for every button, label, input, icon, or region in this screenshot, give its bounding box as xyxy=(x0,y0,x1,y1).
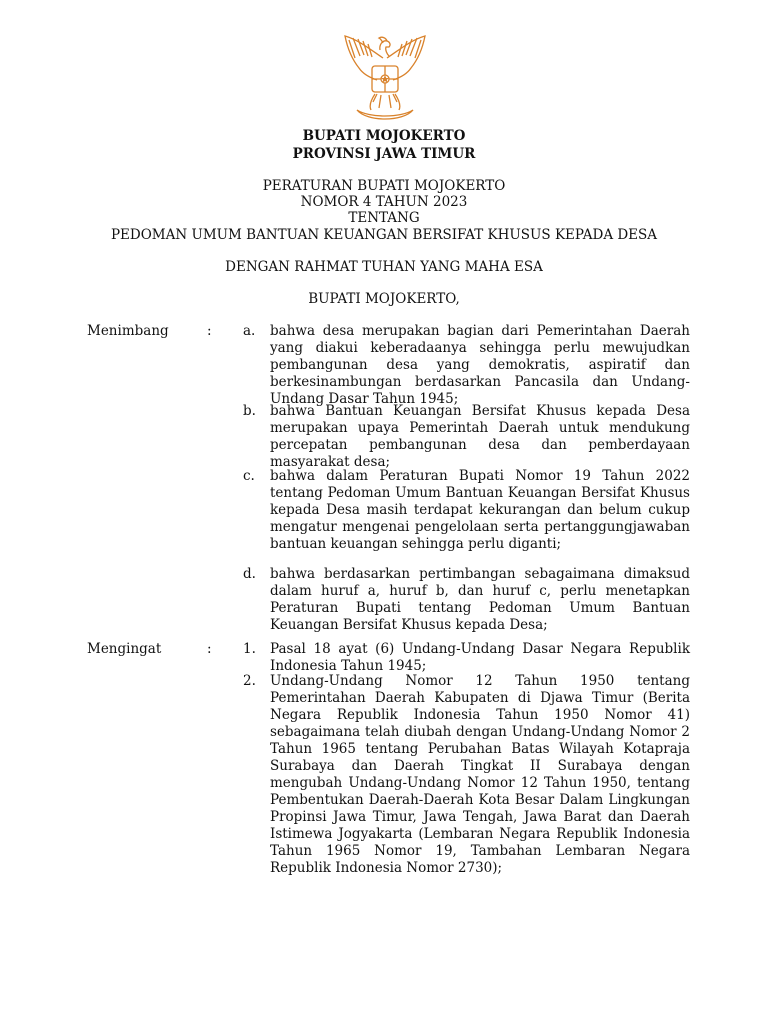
mengingat-marker-2: 2. xyxy=(243,673,256,689)
menimbang-marker-c: c. xyxy=(243,468,255,484)
menimbang-text-c: bahwa dalam Peraturan Bupati Nomor 19 Tahun 2022 tentang Pedoman Umum Bantuan Keuangan Bersifat Khusus kepada Desa masih terdapat kekurangan dan belum cukup mengatur mengenai pengelolaan serta pertanggungjawaban bantuan keuangan sehingga perlu diganti; xyxy=(270,468,690,552)
blessing: DENGAN RAHMAT TUHAN YANG MAHA ESA xyxy=(225,259,543,275)
mengingat-item-1 xyxy=(243,641,690,675)
menimbang-text-a: bahwa desa merupakan bagian dari Pemerintahan Daerah yang diakui keberadaanya sehingga perlu mewujudkan pembangunan desa yang demokratis, aspiratif dan berkesinambungan berdasarkan Pancasila dan Undang-Undang Dasar Tahun 1945; xyxy=(270,323,690,407)
menimbang-colon: : xyxy=(207,323,212,339)
title-line-3: TENTANG xyxy=(348,210,420,226)
garuda-pancasila-emblem xyxy=(333,28,437,124)
title-line-2: NOMOR 4 TAHUN 2023 xyxy=(300,194,468,210)
menimbang-item-a xyxy=(243,323,690,408)
menimbang-marker-a: a. xyxy=(243,323,256,339)
header-line-1: BUPATI MOJOKERTO xyxy=(302,128,466,144)
menimbang-marker-d: d. xyxy=(243,566,256,582)
menimbang-marker-b: b. xyxy=(243,403,256,419)
mengingat-label: Mengingat xyxy=(87,641,162,657)
mengingat-item-2 xyxy=(243,673,690,877)
header-line-2: PROVINSI JAWA TIMUR xyxy=(292,146,476,162)
title-line-1: PERATURAN BUPATI MOJOKERTO xyxy=(262,178,506,194)
mengingat-marker-1: 1. xyxy=(243,641,256,657)
menimbang-label: Menimbang xyxy=(87,323,169,339)
menimbang-item-b xyxy=(243,403,690,471)
mengingat-colon: : xyxy=(207,641,212,657)
menimbang-text-d: bahwa berdasarkan pertimbangan sebagaimana dimaksud dalam huruf a, huruf b, dan huruf c, perlu menetapkan Peraturan Bupati tentang Pedoman Umum Bantuan Keuangan Bersifat Khusus kepada Desa; xyxy=(270,566,690,633)
official-title: BUPATI MOJOKERTO, xyxy=(308,291,460,307)
menimbang-text-b: bahwa Bantuan Keuangan Bersifat Khusus kepada Desa merupakan upaya Pemerintah Daerah untuk mendukung percepatan pembangunan desa dan pemberdayaan masyarakat desa; xyxy=(270,403,690,470)
title-line-4: PEDOMAN UMUM BANTUAN KEUANGAN BERSIFAT KHUSUS KEPADA DESA xyxy=(110,227,658,243)
mengingat-text-1: Pasal 18 ayat (6) Undang-Undang Dasar Negara Republik Indonesia Tahun 1945; xyxy=(270,641,690,674)
mengingat-text-2: Undang-Undang Nomor 12 Tahun 1950 tentang Pemerintahan Daerah Kabupaten di Djawa Timur (Berita Negara Republik Indonesia Tahun 1950 Nomor 41) sebagaimana telah diubah dengan Undang-Undang Nomor 2 Tahun 1965 tentang Perubahan Batas Wilayah Kotapraja Surabaya dan Daerah Tingkat II Surabaya dengan mengubah Undang-Undang Nomor 12 Tahun 1950, tentang Pembentukan Daerah-Daerah Kota Besar Dalam Lingkungan Propinsi Jawa Timur, Jawa Tengah, Jawa Barat dan Daerah Istimewa Jogyakarta (Lembaran Negara Republik Indonesia Tahun 1965 Nomor 19, Tambahan Lembaran Negara Republik Indonesia Nomor 2730); xyxy=(270,673,690,876)
menimbang-item-c xyxy=(243,468,690,553)
menimbang-item-d xyxy=(243,566,690,634)
